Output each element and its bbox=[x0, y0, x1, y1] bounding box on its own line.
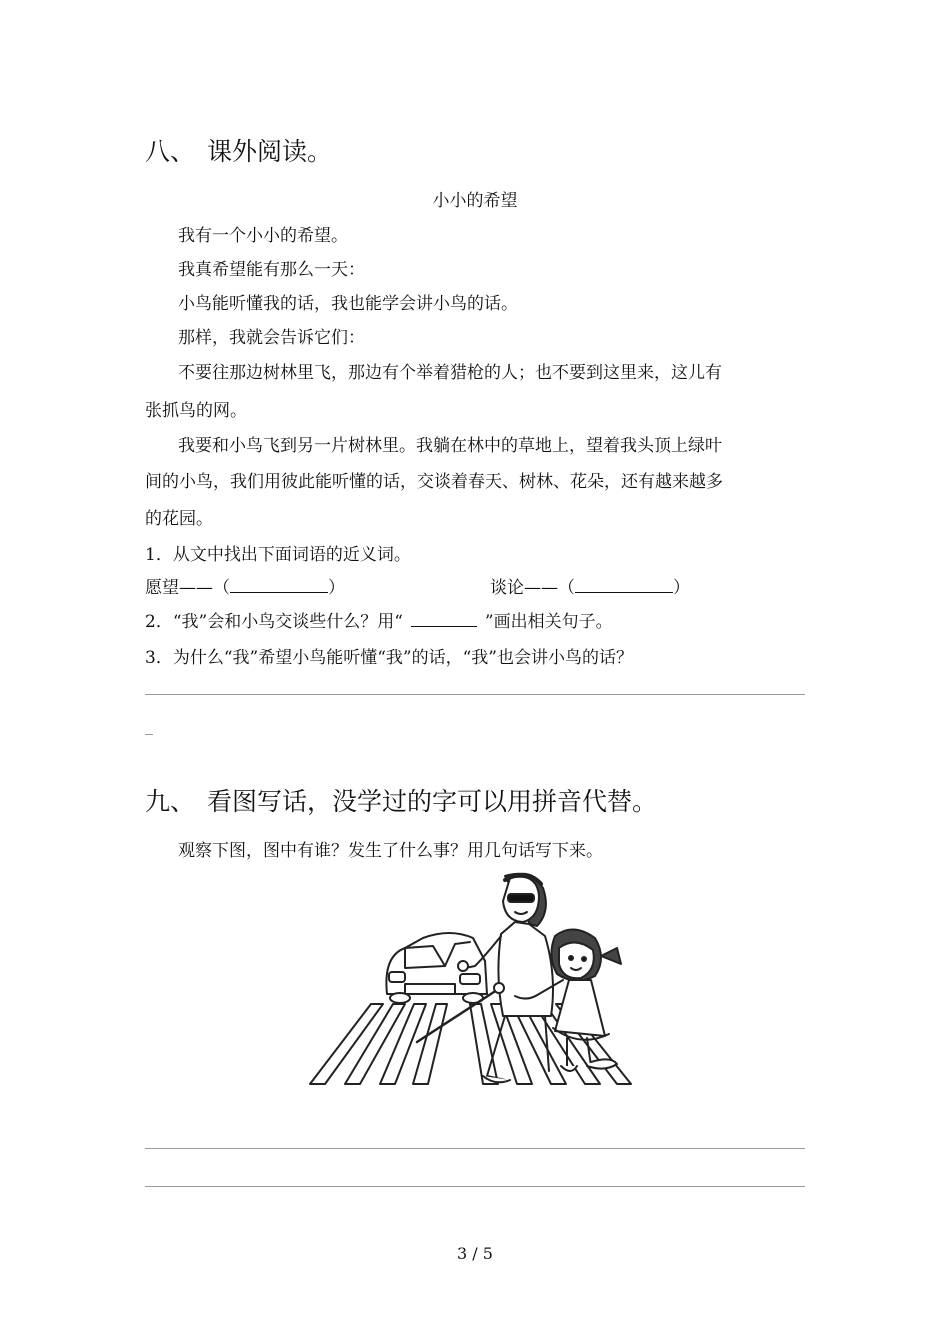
section-9-number: 九、 bbox=[145, 787, 196, 816]
page-number: 3 / 5 bbox=[457, 1244, 493, 1263]
passage-paragraph: 那样，我就会告诉它们： bbox=[178, 328, 365, 348]
section-9-title: 看图写话，没学过的字可以用拼音代替。 bbox=[207, 787, 658, 816]
passage-paragraph: 的花园。 bbox=[145, 509, 213, 529]
synonym-item-2 bbox=[490, 573, 690, 598]
passage-paragraph: 间的小鸟，我们用彼此能听懂的话，交谈着春天、树林、花朵，还有越来越多 bbox=[145, 472, 723, 492]
section-8-number: 八、 bbox=[145, 137, 196, 166]
synonym-close-2: ） bbox=[673, 578, 690, 598]
passage-title: 小小的希望 bbox=[432, 191, 518, 211]
passage-paragraph: 小鸟能听懂我的话，我也能学会讲小鸟的话。 bbox=[178, 294, 518, 314]
writing-line[interactable] bbox=[145, 1148, 805, 1149]
writing-line[interactable] bbox=[145, 1186, 805, 1187]
answer-line[interactable] bbox=[145, 694, 805, 695]
writing-instruction: 观察下图，图中有谁？发生了什么事？用几句话写下来。 bbox=[178, 841, 603, 861]
answer-blank-2[interactable] bbox=[575, 577, 673, 593]
answer-blank-1[interactable] bbox=[230, 577, 328, 593]
answer-line-stub bbox=[145, 734, 153, 735]
question-1: 1．从文中找出下面词语的近义词。 bbox=[145, 545, 411, 565]
synonym-word-1: 愿望——（ bbox=[145, 578, 230, 598]
question-2: 2．“我”会和小鸟交谈些什么？用“ ”画出相关句子。 bbox=[145, 612, 613, 632]
synonym-item-1 bbox=[145, 573, 345, 598]
passage-paragraph: 我真希望能有那么一天： bbox=[178, 260, 365, 280]
car-icon bbox=[386, 933, 487, 1003]
section-9-heading bbox=[145, 782, 657, 818]
synonym-close-1: ） bbox=[328, 578, 345, 598]
girl-leading-blind-man-across-crosswalk-illustration bbox=[305, 866, 645, 1098]
section-8-title: 课外阅读。 bbox=[207, 137, 333, 166]
passage-paragraph: 不要往那边树林里飞，那边有个举着猎枪的人；也不要到这里来，这儿有 bbox=[178, 363, 722, 383]
underline-sample bbox=[411, 611, 477, 627]
passage-paragraph: 我要和小鸟飞到另一片树林里。我躺在林中的草地上，望着我头顶上绿叶 bbox=[178, 436, 722, 456]
question-3: 3．为什么“我”希望小鸟能听懂“我”的话，“我”也会讲小鸟的话？ bbox=[145, 648, 633, 668]
synonym-word-2: 谈论——（ bbox=[490, 578, 575, 598]
passage-paragraph: 我有一个小小的希望。 bbox=[178, 226, 348, 246]
passage-paragraph: 张抓鸟的网。 bbox=[145, 401, 247, 421]
section-8-heading bbox=[145, 132, 332, 168]
